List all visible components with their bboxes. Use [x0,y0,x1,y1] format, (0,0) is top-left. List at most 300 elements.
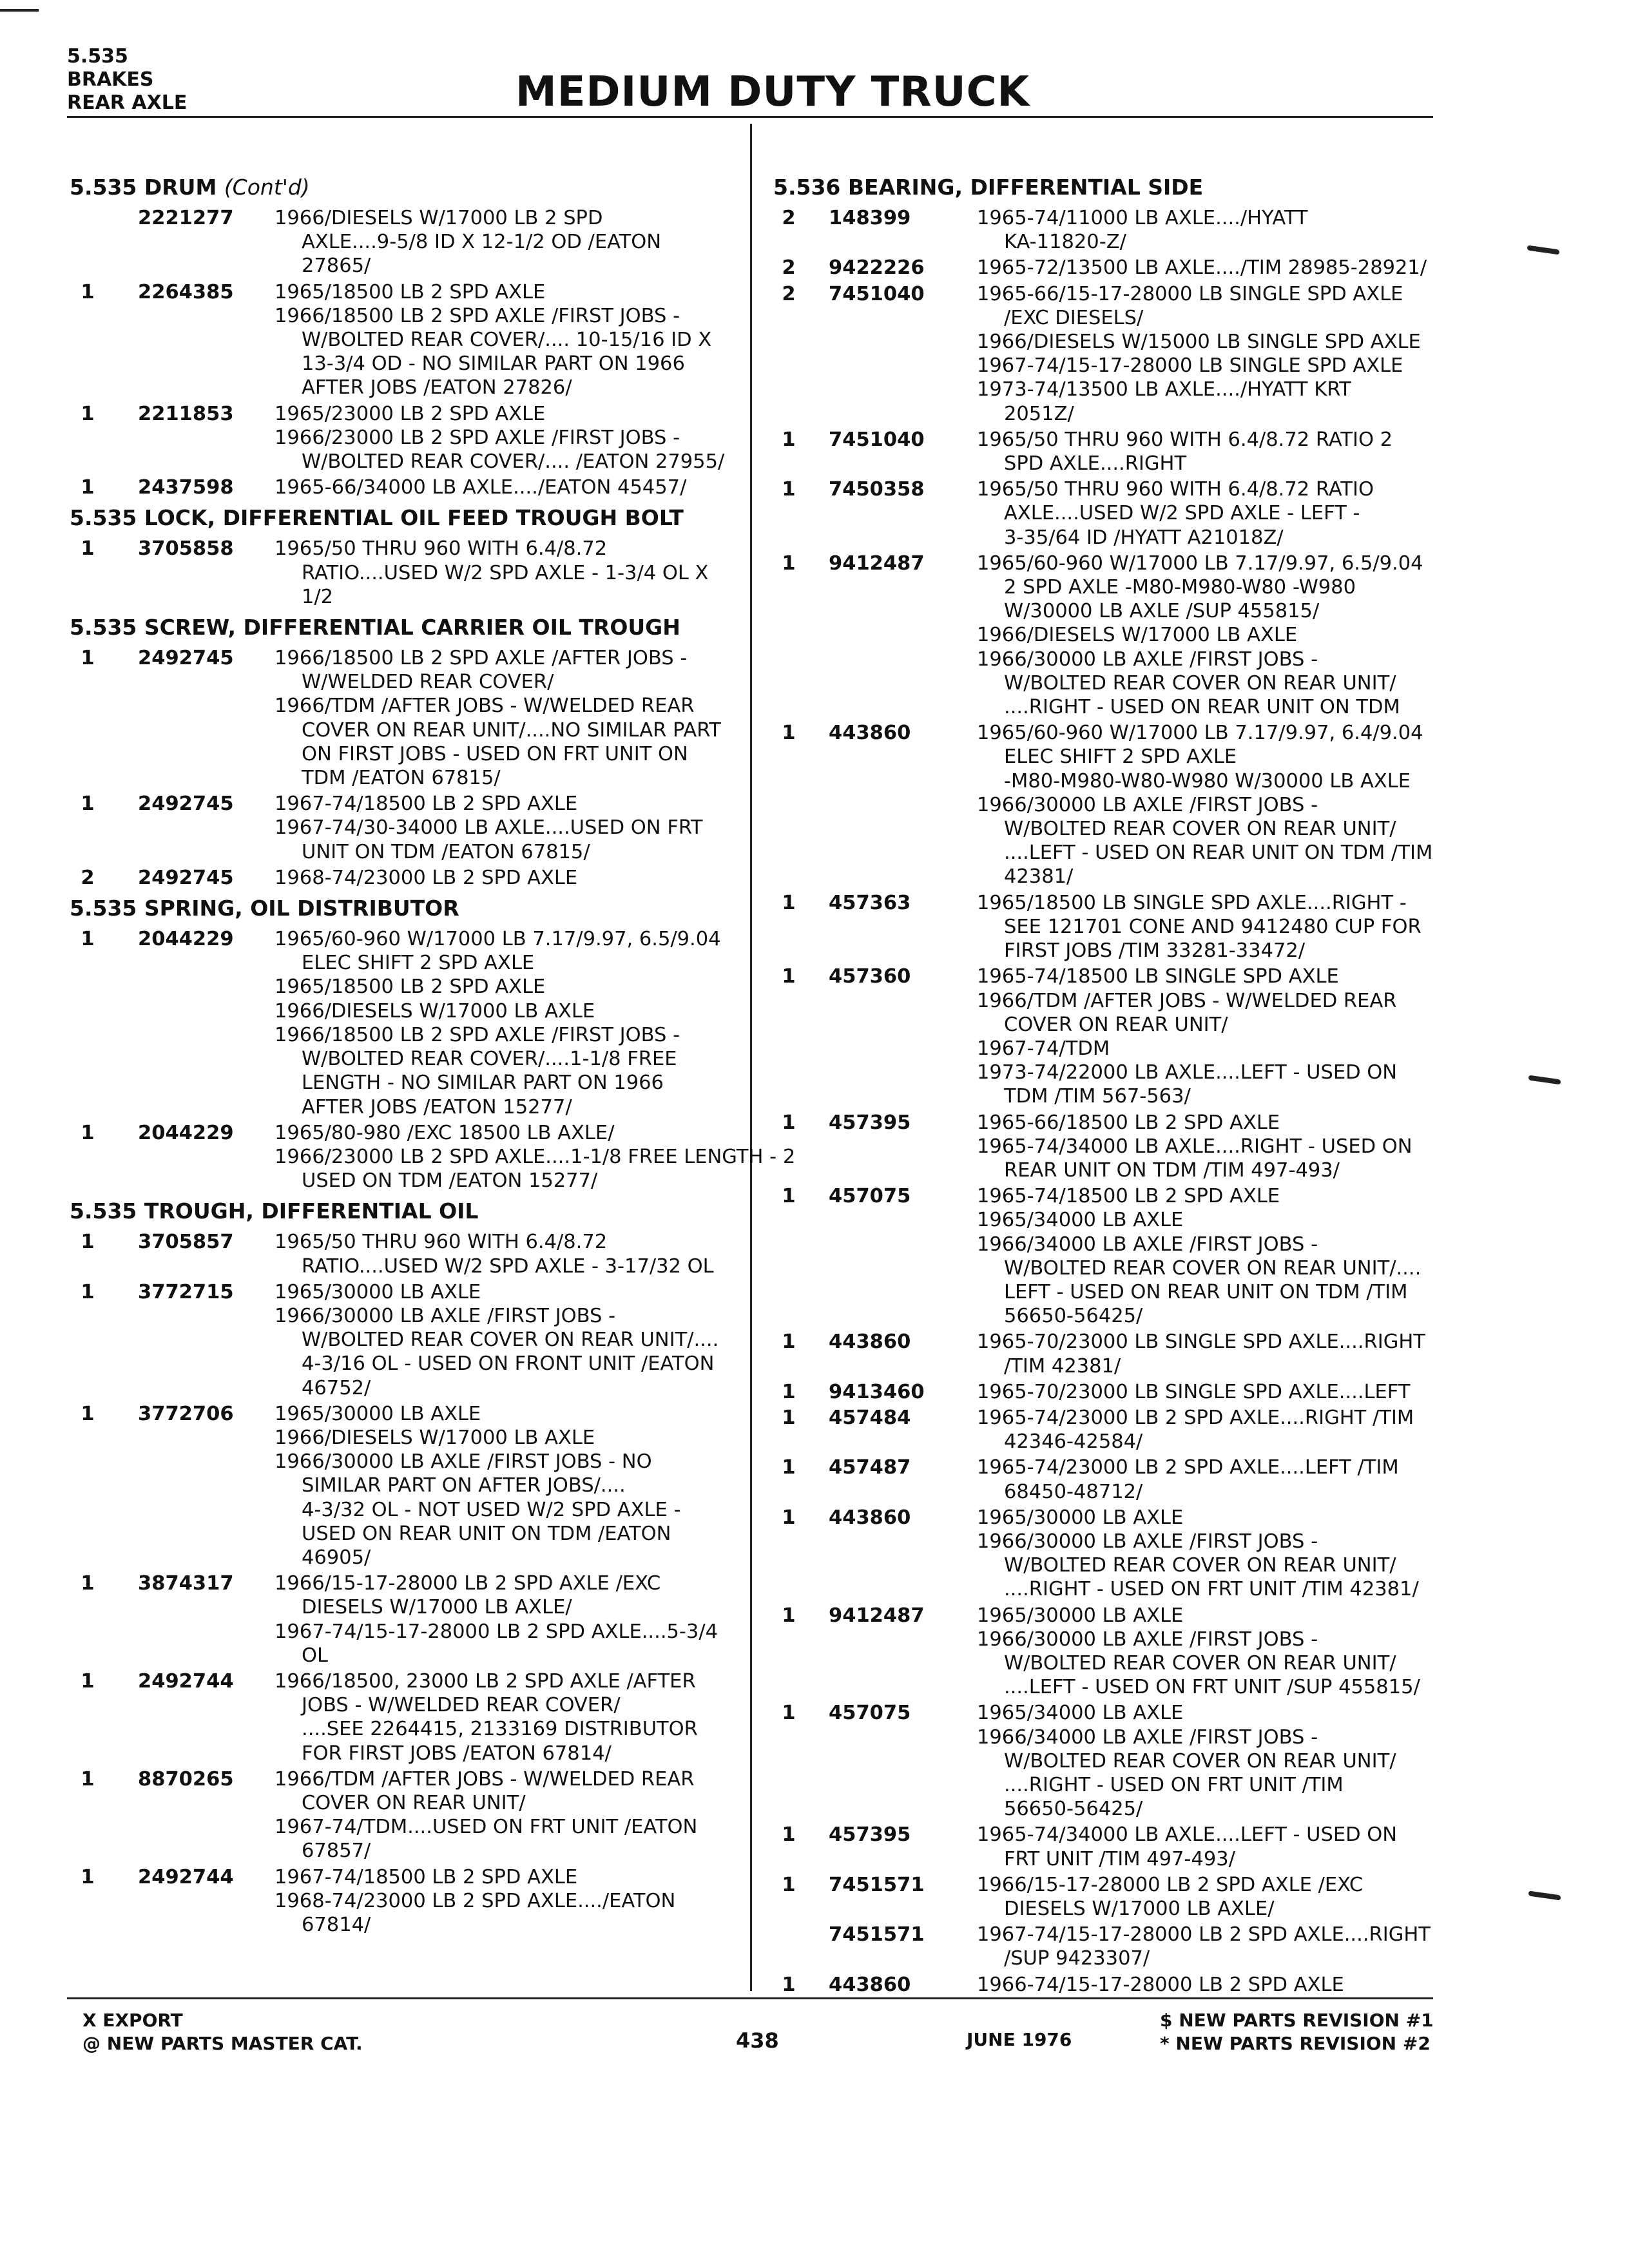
part-number: 2492744 [138,1865,234,1888]
description-line: 1965-74/11000 LB AXLE..../HYATT [977,207,1308,229]
description-line: W/BOLTED REAR COVER ON REAR UNIT/ [1004,671,1396,695]
part-number: 443860 [829,1973,911,1996]
part-quantity: 1 [81,1572,95,1595]
description-line: 1966/15-17-28000 LB 2 SPD AXLE /EXC [275,1572,661,1595]
description-line: /EXC DIESELS/ [1004,306,1144,329]
part-quantity: 1 [782,722,796,745]
description-line: 1973-74/13500 LB AXLE..../HYATT KRT [977,378,1351,401]
description-line: 13-3/4 OD - NO SIMILAR PART ON 1966 [302,352,685,376]
description-line: ELEC SHIFT 2 SPD AXLE [302,952,535,975]
section-heading [70,896,746,921]
part-number: 7451040 [829,282,925,305]
footer-master-note: @ NEW PARTS MASTER CAT. [82,2033,363,2054]
description-line: DIESELS W/17000 LB AXLE/ [1004,1898,1275,1921]
part-quantity: 1 [782,1823,796,1847]
part-number: 2437598 [138,476,234,499]
description-line: FOR FIRST JOBS /EATON 67814/ [302,1742,612,1765]
part-description [977,1701,1443,1821]
part-number: 9412487 [829,552,925,575]
description-line: 1965-70/23000 LB SINGLE SPD AXLE....RIGHT [977,1331,1425,1354]
part-quantity: 1 [81,280,95,303]
part-quantity: 1 [782,1380,796,1403]
part-number: 2264385 [138,280,234,303]
part-description [977,891,1443,963]
footer-revisions [1160,2009,1434,2055]
part-number: 2044229 [138,1121,234,1144]
part-quantity: 1 [81,1280,95,1303]
description-line: W/BOLTED REAR COVER/.... /EATON 27955/ [302,450,725,474]
part-entry [773,1406,1443,1454]
description-line: LEFT - USED ON REAR UNIT ON TDM /TIM [1004,1280,1408,1303]
description-line: 1965/34000 LB AXLE [977,1209,1184,1232]
description-line: 1965/60-960 W/17000 LB 7.17/9.97, 6.4/9.04 [977,722,1423,745]
description-line: USED ON TDM /EATON 15277/ [302,1169,598,1193]
description-line: TDM /TIM 567-563/ [1004,1085,1191,1108]
description-line: ....SEE 2264415, 2133169 DISTRIBUTOR [302,1718,698,1741]
description-line: 1965/18500 LB SINGLE SPD AXLE....RIGHT - [977,891,1407,914]
description-line: REAR UNIT ON TDM /TIM 497-493/ [1004,1158,1340,1182]
description-line: 1967-74/18500 LB 2 SPD AXLE [275,1865,578,1888]
part-description [977,1973,1443,1997]
section-title: 5.535 SCREW, DIFFERENTIAL CARRIER OIL TROUGH [70,615,680,640]
description-line: DIESELS W/17000 LB AXLE/ [302,1596,572,1619]
part-number: 443860 [829,1506,911,1529]
part-entry [773,1184,1443,1328]
part-description [275,646,746,790]
section-heading [70,175,746,200]
part-entry [773,1330,1443,1378]
part-entry [773,721,1443,889]
part-description [977,256,1443,280]
part-number: 2044229 [138,928,234,951]
part-entry [70,1767,746,1863]
page-title: MEDIUM DUTY TRUCK [516,68,1030,116]
part-description [977,1456,1443,1503]
part-number: 457395 [829,1823,911,1847]
part-number: 9422226 [829,256,925,280]
part-quantity: 1 [782,1973,796,1996]
description-line: 1966/DIESELS W/15000 LB SINGLE SPD AXLE [977,331,1421,354]
part-number: 2492745 [138,866,234,889]
part-quantity: 1 [81,402,95,425]
description-line: 1967-74/TDM [977,1037,1110,1060]
part-entry [773,965,1443,1108]
part-description [275,280,746,400]
part-number: 457395 [829,1111,911,1134]
part-description [275,1571,746,1667]
part-entry [773,1111,1443,1183]
part-description [275,1865,746,1937]
part-description [977,282,1443,426]
description-line: OL [302,1644,328,1667]
description-line: ....RIGHT - USED ON FRT UNIT /TIM [1004,1774,1344,1796]
part-description [977,1111,1443,1183]
description-line: 1966/30000 LB AXLE /FIRST JOBS - [977,1530,1318,1553]
description-line: W/WELDED REAR COVER/ [302,671,554,694]
part-entry [70,792,746,864]
description-line: 1965-72/13500 LB AXLE..../TIM 28985-28921/ [977,256,1427,280]
description-line: 1965/23000 LB 2 SPD AXLE [275,402,546,425]
part-number: 7451571 [829,1923,925,1946]
description-line: 1965/60-960 W/17000 LB 7.17/9.97, 6.5/9.04 [977,552,1423,575]
description-line: 1973-74/22000 LB AXLE....LEFT - USED ON [977,1061,1398,1084]
part-description [275,1402,746,1570]
revision-tick-mark [1528,1075,1561,1084]
description-line: 2051Z/ [1004,402,1074,425]
description-line: TDM /EATON 67815/ [302,767,501,790]
part-quantity: 1 [782,1331,796,1354]
column-divider [750,124,752,1991]
right-column [773,169,1443,1999]
header-section-info [67,45,187,115]
description-line: 3-35/64 ID /HYATT A21018Z/ [1004,526,1284,549]
description-line: AFTER JOBS /EATON 27826/ [302,376,572,399]
part-entry [773,1380,1443,1404]
footer-revision-2: * NEW PARTS REVISION #2 [1160,2033,1431,2054]
part-description [977,1184,1443,1328]
description-line: 1965-66/18500 LB 2 SPD AXLE [977,1111,1280,1134]
part-entry [70,1230,746,1278]
description-line: 1966/18500 LB 2 SPD AXLE /FIRST JOBS - [275,1023,680,1046]
part-number: 8870265 [138,1767,234,1791]
footer-date: JUNE 1976 [967,2029,1072,2050]
part-description [275,866,746,890]
part-description [275,476,746,499]
part-number: 443860 [829,1331,911,1354]
part-quantity: 1 [782,1111,796,1134]
description-line: 1965-66/15-17-28000 LB SINGLE SPD AXLE [977,282,1403,305]
part-entry [773,891,1443,963]
description-line: SIMILAR PART ON AFTER JOBS/.... [302,1474,626,1497]
part-quantity: 2 [81,866,95,889]
description-line: 1966/TDM /AFTER JOBS - W/WELDED REAR [977,989,1397,1012]
description-line: /SUP 9423307/ [1004,1947,1150,1970]
part-entry [773,1973,1443,1997]
part-number: 3705858 [138,537,234,561]
description-line: 1966/30000 LB AXLE /FIRST JOBS - [977,648,1318,671]
section-title: 5.535 TROUGH, DIFFERENTIAL OIL [70,1198,479,1224]
description-line: AXLE....USED W/2 SPD AXLE - LEFT - [1004,502,1360,525]
part-number: 2221277 [138,207,234,229]
part-quantity: 1 [782,428,796,451]
part-entry [70,402,746,474]
part-quantity: 1 [782,1604,796,1627]
description-line: AXLE....9-5/8 ID X 12-1/2 OD /EATON [302,231,662,254]
part-quantity: 1 [782,1873,796,1896]
footer-left [82,2009,363,2055]
description-line: W/BOLTED REAR COVER ON REAR UNIT/ [1004,1651,1396,1675]
description-line: 56650-56425/ [1004,1305,1143,1328]
part-quantity: 1 [81,1402,95,1425]
part-description [977,477,1443,550]
section-heading [70,615,746,640]
part-description [977,1330,1443,1378]
description-line: 1967-74/30-34000 LB AXLE....USED ON FRT [275,816,703,840]
part-quantity: 1 [782,1456,796,1479]
part-number: 3874317 [138,1572,234,1595]
part-entry [70,866,746,890]
description-line: 1965/50 THRU 960 WITH 6.4/8.72 [275,1231,608,1254]
part-number: 2211853 [138,402,234,425]
part-entry [773,206,1443,254]
part-quantity: 2 [782,256,796,280]
part-quantity: 1 [782,965,796,988]
description-line: 1967-74/15-17-28000 LB 2 SPD AXLE....RIGHT [977,1923,1431,1946]
description-line: W/BOLTED REAR COVER ON REAR UNIT/ [1004,1749,1396,1773]
part-description [275,537,746,609]
part-quantity: 1 [782,1702,796,1725]
description-line: RATIO....USED W/2 SPD AXLE - 1-3/4 OL X [302,561,709,584]
description-line: 1967-74/15-17-28000 LB SINGLE SPD AXLE [977,354,1403,378]
part-number: 443860 [829,722,911,745]
description-line: W/BOLTED REAR COVER ON REAR UNIT/ [1004,1554,1396,1577]
description-line: 1965/60-960 W/17000 LB 7.17/9.97, 6.5/9.04 [275,928,721,951]
section-title: 5.536 BEARING, DIFFERENTIAL SIDE [773,175,1204,200]
description-line: ....RIGHT - USED ON REAR UNIT ON TDM [1004,696,1400,719]
part-entry [773,1823,1443,1870]
description-line: 1965-74/23000 LB 2 SPD AXLE....RIGHT /TIM [977,1406,1414,1429]
description-line: 4-3/16 OL - USED ON FRONT UNIT /EATON [302,1352,715,1376]
description-line: 1965/50 THRU 960 WITH 6.4/8.72 RATIO 2 [977,428,1393,451]
header-rule [67,116,1433,118]
part-description [977,552,1443,719]
description-line: W/BOLTED REAR COVER ON REAR UNIT/ [1004,818,1396,841]
description-line: 1965/34000 LB AXLE [977,1702,1184,1725]
part-number: 3772715 [138,1280,234,1303]
description-line: 42381/ [1004,865,1074,889]
part-description [977,1380,1443,1404]
description-line: 1968-74/23000 LB 2 SPD AXLE [275,866,578,889]
description-line: 46752/ [302,1376,371,1399]
description-line: W/BOLTED REAR COVER ON REAR UNIT/.... [1004,1256,1422,1280]
description-line: 1966/18500, 23000 LB 2 SPD AXLE /AFTER [275,1669,696,1693]
description-line: W/BOLTED REAR COVER ON REAR UNIT/.... [302,1329,719,1352]
part-entry [773,1456,1443,1503]
part-number: 148399 [829,207,911,229]
description-line: 27865/ [302,255,371,278]
description-line: 1968-74/23000 LB 2 SPD AXLE..../EATON [275,1889,676,1912]
part-entry [773,282,1443,426]
description-line: 1965/18500 LB 2 SPD AXLE [275,975,546,999]
section-heading [70,506,746,530]
description-line: ON FIRST JOBS - USED ON FRT UNIT ON [302,742,688,765]
part-entry [773,1923,1443,1970]
description-line: 46905/ [302,1546,371,1569]
description-line: 1965-66/34000 LB AXLE..../EATON 45457/ [275,476,687,499]
description-line: 56650-56425/ [1004,1798,1143,1821]
description-line: 68450-48712/ [1004,1480,1143,1503]
description-line: 67814/ [302,1914,371,1936]
description-line: AFTER JOBS /EATON 15277/ [302,1095,572,1119]
description-line: USED ON REAR UNIT ON TDM /EATON [302,1522,671,1545]
header-section-number: 5.535 [67,45,128,68]
description-line: 1965/80-980 /EXC 18500 LB AXLE/ [275,1121,615,1144]
section-heading [70,1199,746,1224]
part-description [275,1767,746,1863]
part-quantity: 1 [81,537,95,561]
description-line: 1965/18500 LB 2 SPD AXLE [275,280,546,303]
part-description [977,1873,1443,1921]
description-line: 1966/DIESELS W/17000 LB AXLE [977,624,1298,647]
description-line: 4-3/32 OL - NOT USED W/2 SPD AXLE - [302,1498,681,1521]
part-number: 7450358 [829,478,925,501]
description-line: 1966/DIESELS W/17000 LB 2 SPD [275,207,603,229]
part-quantity: 1 [782,891,796,914]
part-quantity: 2 [782,282,796,305]
part-description [977,428,1443,476]
part-description [977,1406,1443,1454]
part-entry [773,1604,1443,1700]
part-description [275,402,746,474]
description-line: 1/2 [302,585,334,608]
part-quantity [773,1923,804,1970]
part-entry [70,1865,746,1937]
description-line: 1965-74/23000 LB 2 SPD AXLE....LEFT /TIM [977,1456,1399,1479]
description-line: FRT UNIT /TIM 497-493/ [1004,1847,1235,1870]
part-quantity: 1 [81,928,95,951]
description-line: 1966/DIESELS W/17000 LB AXLE [275,999,595,1023]
part-quantity: 1 [782,478,796,501]
description-line: 1966/TDM /AFTER JOBS - W/WELDED REAR [275,695,695,718]
part-description [275,1280,746,1400]
part-description [977,965,1443,1108]
part-quantity: 1 [81,647,95,670]
part-quantity: 1 [81,1865,95,1888]
description-line: 1965-74/34000 LB AXLE....LEFT - USED ON [977,1823,1398,1847]
part-entry [70,206,746,278]
top-cut-line [0,9,39,12]
description-line: 1965/50 THRU 960 WITH 6.4/8.72 RATIO [977,478,1374,501]
part-entry [773,552,1443,719]
description-line: 1966/TDM /AFTER JOBS - W/WELDED REAR [275,1767,695,1791]
part-number: 7451040 [829,428,925,451]
part-quantity: 1 [81,1121,95,1144]
part-description [275,927,746,1119]
description-line: W/30000 LB AXLE /SUP 455815/ [1004,600,1320,623]
section-heading [773,175,1443,200]
part-quantity: 1 [782,1185,796,1208]
part-description [275,792,746,864]
description-line: ....LEFT - USED ON FRT UNIT /SUP 455815/ [1004,1676,1420,1699]
part-number: 457075 [829,1185,911,1208]
revision-tick-mark [1527,245,1559,255]
part-entry [70,476,746,499]
description-line: -M80-M980-W80-W980 W/30000 LB AXLE [1004,769,1411,793]
description-line: SEE 121701 CONE AND 9412480 CUP FOR [1004,915,1422,938]
part-entry [773,428,1443,476]
description-line: 1965/30000 LB AXLE [275,1402,481,1425]
description-line: 1966/34000 LB AXLE /FIRST JOBS - [977,1233,1318,1256]
description-line: ....LEFT - USED ON REAR UNIT ON TDM /TIM [1004,841,1433,865]
part-quantity: 2 [782,207,796,229]
description-line: UNIT ON TDM /EATON 67815/ [302,840,590,863]
description-line: 1965/30000 LB AXLE [977,1604,1184,1627]
section-title: 5.535 LOCK, DIFFERENTIAL OIL FEED TROUGH BOLT [70,505,684,531]
description-line: 67857/ [302,1840,371,1863]
part-description [275,1669,746,1765]
part-quantity: 1 [81,1231,95,1254]
description-line: 1967-74/18500 LB 2 SPD AXLE [275,793,578,816]
part-description [977,1823,1443,1870]
part-description [977,1506,1443,1602]
description-line: ....RIGHT - USED ON FRT UNIT /TIM 42381/ [1004,1578,1419,1601]
description-line: 1966/30000 LB AXLE /FIRST JOBS - [977,1628,1318,1651]
section-title: 5.535 SPRING, OIL DISTRIBUTOR [70,896,459,921]
part-description [977,206,1443,254]
header-subcategory: REAR AXLE [67,91,188,114]
left-column [70,169,796,1939]
part-entry [773,477,1443,550]
part-entry [70,1121,796,1193]
part-quantity [70,206,106,278]
description-line: 1966-74/15-17-28000 LB 2 SPD AXLE [977,1973,1344,1996]
description-line: LENGTH - NO SIMILAR PART ON 1966 [302,1072,664,1095]
part-description [977,1923,1443,1970]
page-number: 438 [736,2028,779,2053]
description-line: 1966/18500 LB 2 SPD AXLE /AFTER JOBS - [275,647,688,670]
footer-export-note: X EXPORT [82,2010,183,2031]
part-entry [70,537,746,609]
part-description [977,1604,1443,1700]
revision-tick-mark [1528,1890,1561,1900]
part-entry [70,280,746,400]
description-line: W/BOLTED REAR COVER/.... 10-15/16 ID X [302,329,712,352]
part-number: 457487 [829,1456,911,1479]
part-number: 3772706 [138,1402,234,1425]
part-description [977,721,1443,889]
description-line: 1965/30000 LB AXLE [275,1280,481,1303]
description-line: COVER ON REAR UNIT/....NO SIMILAR PART [302,718,721,742]
part-quantity: 1 [782,1506,796,1529]
description-line: SPD AXLE....RIGHT [1004,452,1187,476]
description-line: JOBS - W/WELDED REAR COVER/ [302,1694,621,1717]
description-line: 1965/50 THRU 960 WITH 6.4/8.72 [275,537,608,561]
part-entry [70,1402,746,1570]
footer-revision-1: $ NEW PARTS REVISION #1 [1160,2010,1434,2031]
part-entry [773,1701,1443,1821]
description-line: 2 SPD AXLE -M80-M980-W80 -W980 [1004,576,1356,599]
description-line: 1966/34000 LB AXLE /FIRST JOBS - [977,1725,1318,1749]
part-entry [773,256,1443,280]
description-line: 1965-74/18500 LB SINGLE SPD AXLE [977,965,1339,988]
description-line: 1965-70/23000 LB SINGLE SPD AXLE....LEFT [977,1380,1411,1403]
part-number: 457363 [829,891,911,914]
part-entry [70,1280,746,1400]
description-line: 1967-74/15-17-28000 LB 2 SPD AXLE....5-3/4 [275,1620,718,1643]
part-number: 457360 [829,965,911,988]
part-entry [773,1506,1443,1602]
description-line: W/BOLTED REAR COVER/....1-1/8 FREE [302,1048,677,1071]
description-line: KA-11820-Z/ [1004,231,1126,254]
description-line: RATIO....USED W/2 SPD AXLE - 3-17/32 OL [302,1254,714,1278]
description-line: 1966/18500 LB 2 SPD AXLE /FIRST JOBS - [275,304,680,327]
part-quantity: 1 [81,476,95,499]
header-category: BRAKES [67,68,154,91]
description-line: 1966/30000 LB AXLE /FIRST JOBS - [977,793,1318,816]
part-number: 2492744 [138,1669,234,1693]
part-number: 9413460 [829,1380,925,1403]
description-line: 1966/30000 LB AXLE /FIRST JOBS - NO [275,1450,652,1474]
part-quantity: 1 [81,1669,95,1693]
part-quantity: 1 [782,1406,796,1429]
description-line: 1966/23000 LB 2 SPD AXLE /FIRST JOBS - [275,426,680,449]
part-quantity: 1 [782,552,796,575]
part-entry [70,646,746,790]
part-entry [70,1571,746,1667]
description-line: FIRST JOBS /TIM 33281-33472/ [1004,939,1306,963]
description-line: COVER ON REAR UNIT/ [1004,1013,1228,1036]
part-number: 2492745 [138,647,234,670]
